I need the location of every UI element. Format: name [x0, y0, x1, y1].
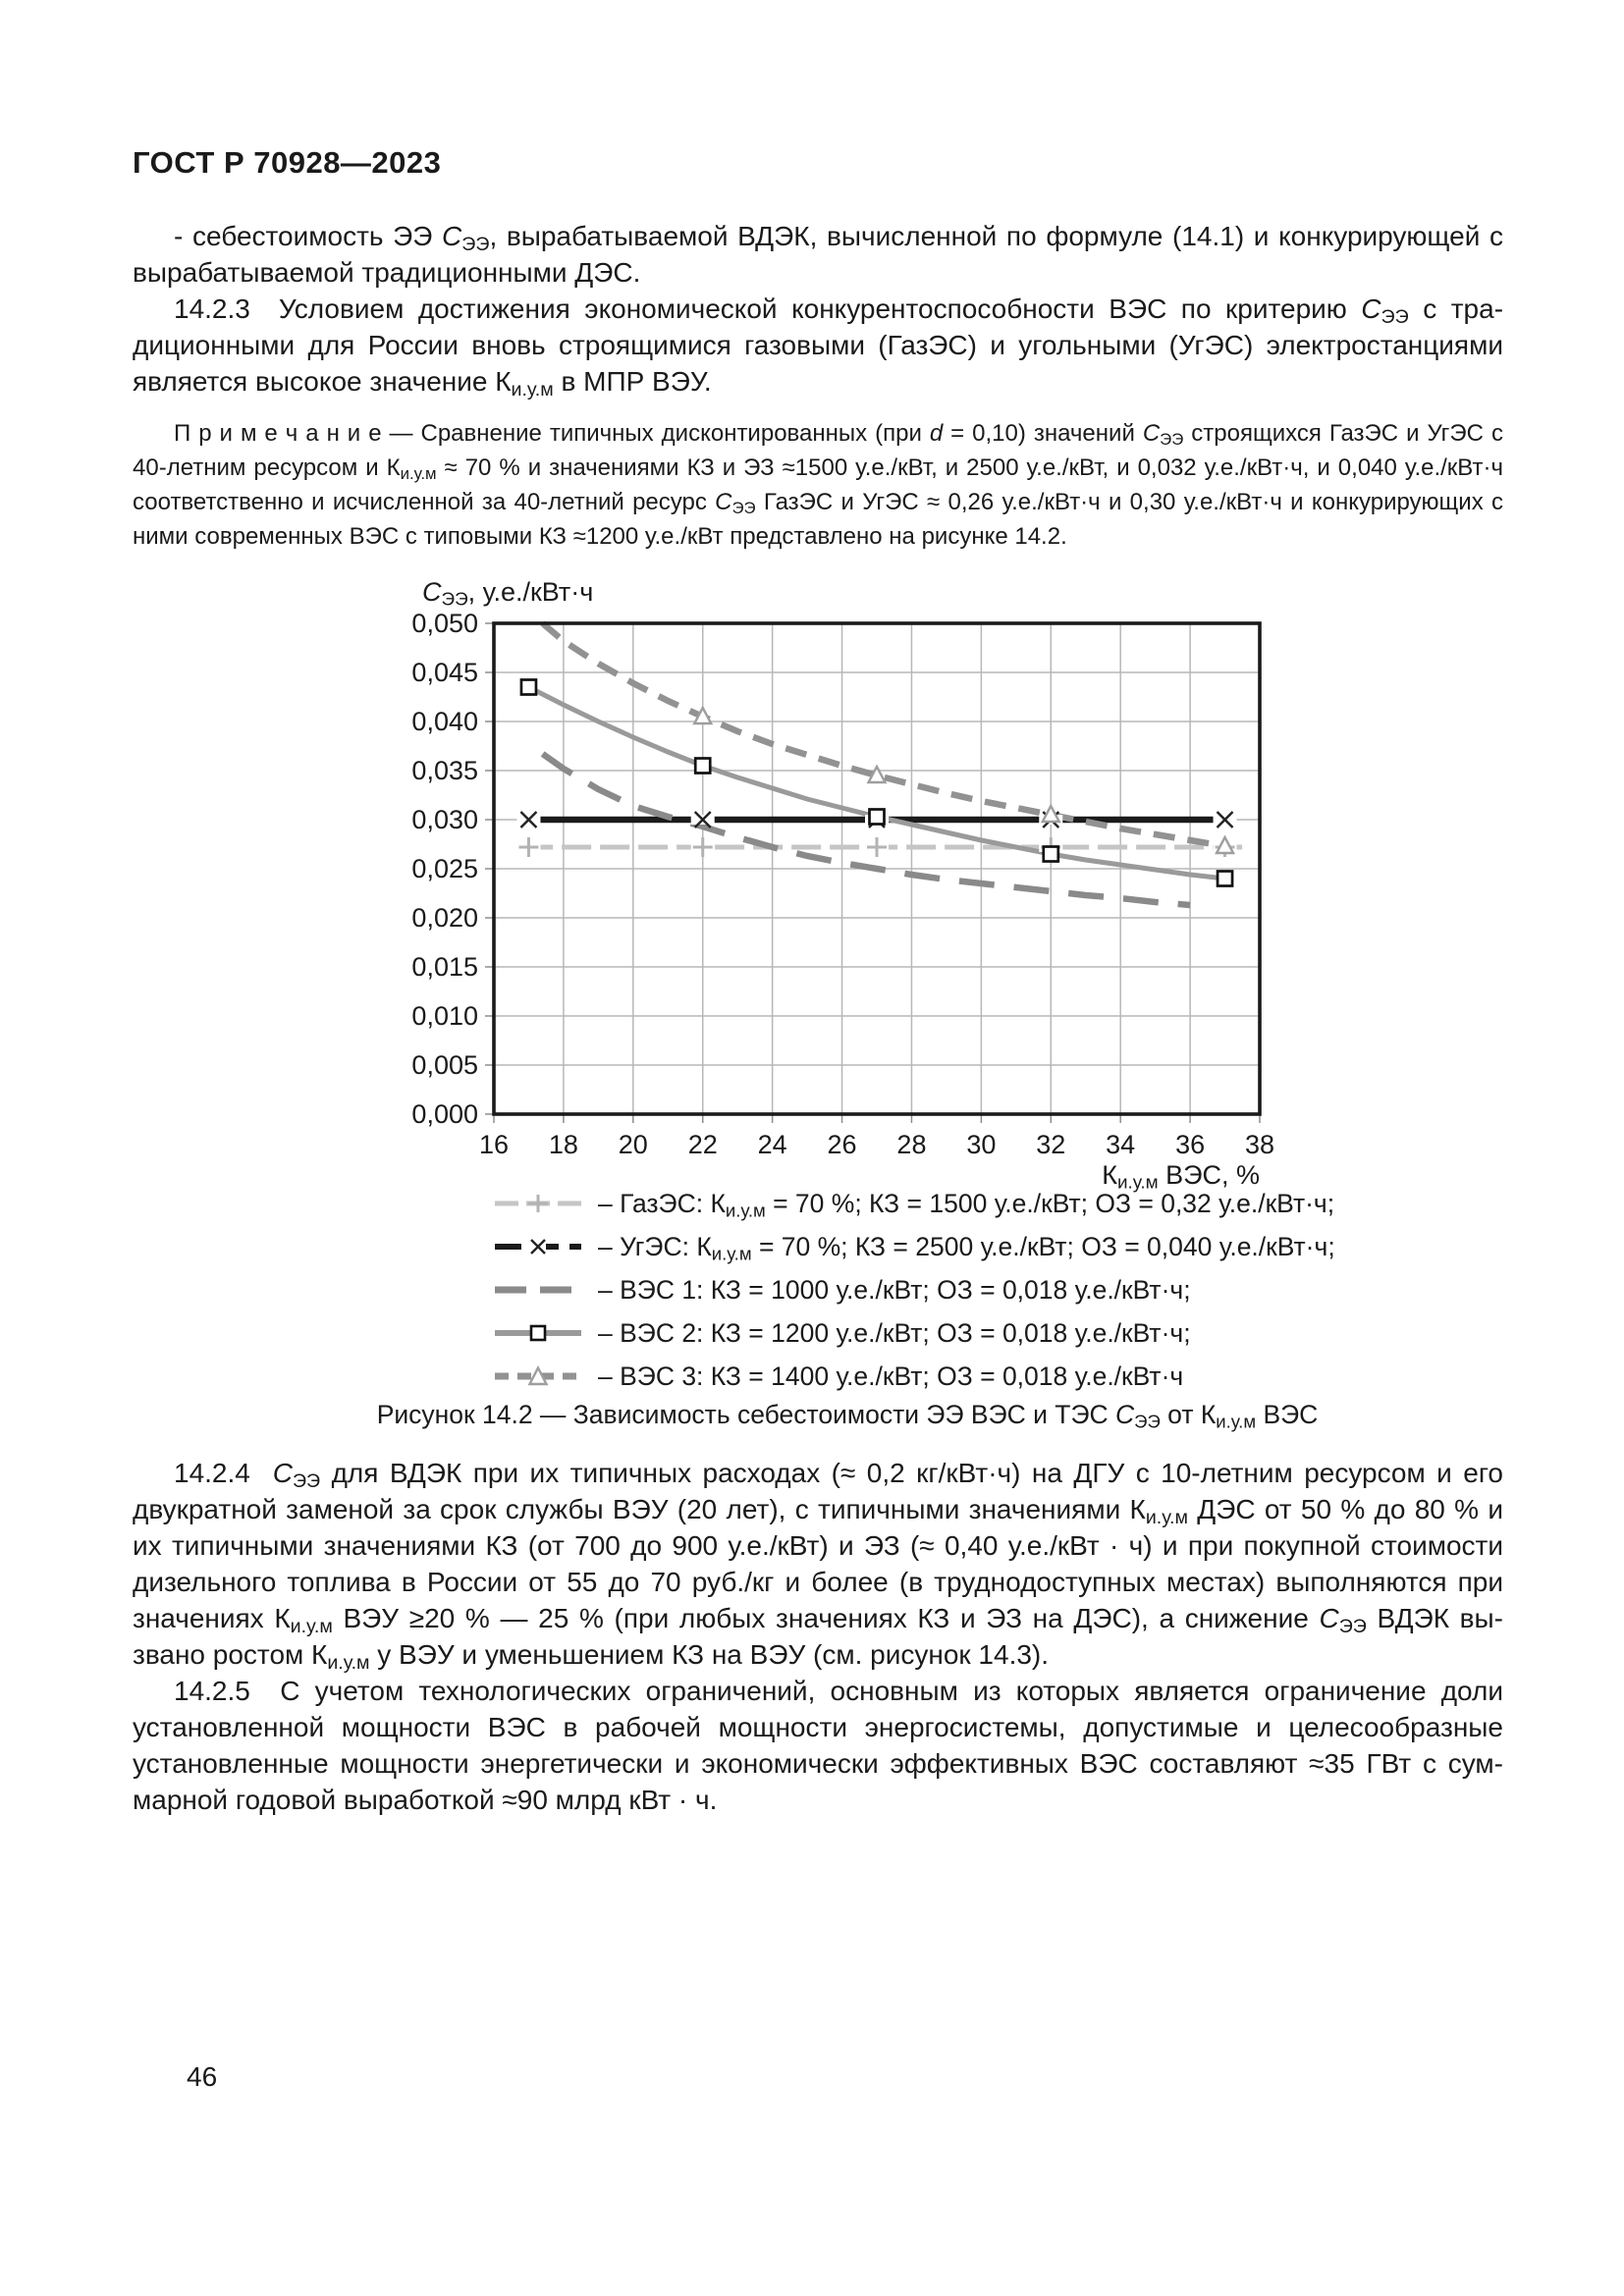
svg-text:0,030: 0,030 — [411, 805, 478, 834]
paragraph-14-2-5: 14.2.5 С учетом технологических ограничений, основным из которых является ограничение доли установленной мощности ВЭС в рабочей мощности энергосистемы, допустимые и целесообразные установленные мощности энергетически и экономически эффективных ВЭС составляют ≈35 ГВт с суммарной годовой выработкой ≈90 млрд кВт · ч. — [133, 1676, 1503, 1815]
legend-gazes-line-icon — [493, 1193, 583, 1214]
svg-text:18: 18 — [548, 1130, 578, 1159]
svg-text:26: 26 — [827, 1130, 857, 1159]
svg-text:22: 22 — [687, 1130, 718, 1159]
paragraph-14-2-3: 14.2.3 Условием достижения экономической конкурентоспособности ВЭС по критерию $С_{ЭЭ}$ с традиционными для России вновь строящимися газовыми (ГазЭС) и угольными (УгЭС) электростанциями является высокое значение $К_{и.у.м}$ в МПР ВЭУ. — [133, 294, 1504, 400]
legend-uges-line-icon — [493, 1236, 583, 1257]
svg-text:0,000: 0,000 — [411, 1099, 478, 1129]
paragraph-cost-item: - себестоимость ЭЭ $С_{ЭЭ}$, вырабатываемой ВДЭК, вычисленной по формуле (14.1) и конкурирующей с вырабатываемой традиционными ДЭС. — [133, 221, 1503, 288]
svg-text:0,025: 0,025 — [411, 854, 478, 883]
svg-text:16: 16 — [478, 1130, 510, 1159]
svg-text:36: 36 — [1175, 1130, 1206, 1159]
svg-text:0,045: 0,045 — [411, 658, 478, 687]
legend-item-gazes — [493, 1182, 1335, 1225]
line-chart — [361, 564, 1304, 1163]
legend-item-uges — [493, 1225, 1335, 1268]
section-14-2-4-and-5 — [133, 1455, 1503, 1818]
legend-ves1-line-icon — [493, 1279, 583, 1301]
legend-item-ves2 — [493, 1311, 1335, 1355]
page-number: 46 — [187, 2061, 218, 2092]
legend-label: – ВЭС 2: КЗ = 1200 у.е./кВт; ОЗ = 0,018 у.е./кВт·ч; — [598, 1317, 1191, 1348]
svg-text:0,020: 0,020 — [411, 903, 478, 933]
legend-label: – ГазЭС: $К_{и.у.м} = 70$ %; КЗ = 1500 у.е./кВт; ОЗ = 0,32 у.е./кВт·ч; — [598, 1188, 1335, 1221]
legend-label: – ВЭС 1: КЗ = 1000 у.е./кВт; ОЗ = 0,018 у.е./кВт·ч; — [598, 1274, 1191, 1305]
svg-text:0,010: 0,010 — [411, 1001, 478, 1031]
svg-text:28: 28 — [896, 1130, 927, 1159]
legend-item-ves1 — [493, 1268, 1335, 1311]
svg-text:0,040: 0,040 — [411, 707, 478, 736]
svg-text:24: 24 — [757, 1130, 787, 1159]
svg-text:0,035: 0,035 — [411, 756, 478, 785]
legend-ves3-line-icon — [493, 1365, 583, 1387]
chart-y-axis-title: $С_{ЭЭ}$, у.е./кВт·ч — [422, 577, 594, 611]
note-paragraph: П р и м е ч а н и е — Сравнение типичных дисконтированных (при d = 0,10) значений $С_{ЭЭ}$ строящихся ГазЭС и УгЭС с 40-летним ресурсом и $К_{и.у.м} \approx 70$ % и значениями КЗ и ЭЗ ≈1500 у.е./кВт, и 2500 у.е./кВт, и 0,032 у.е./кВт·ч, и 0,040 у.е./кВт·ч соответственно и исчисленной за 40-летний ресурс $С_{ЭЭ}$ ГазЭС и УгЭС ≈ 0,26 у.е./кВт·ч и 0,30 у.е./кВт·ч и конкурирующих с ними современных ВЭС с типовыми КЗ ≈1200 у.е./кВт представлено на рисунке 14.2. — [133, 420, 1504, 550]
legend-ves2-line-icon — [493, 1322, 583, 1344]
svg-text:20: 20 — [618, 1130, 648, 1159]
svg-text:32: 32 — [1036, 1130, 1066, 1159]
svg-text:34: 34 — [1106, 1130, 1136, 1159]
legend-label: – ВЭС 3: КЗ = 1400 у.е./кВт; ОЗ = 0,018 у.е./кВт·ч — [598, 1361, 1184, 1391]
svg-text:30: 30 — [966, 1130, 997, 1159]
svg-text:0,005: 0,005 — [411, 1050, 478, 1080]
figure-caption: Рисунок 14.2 — Зависимость себестоимости ЭЭ ВЭС и ТЭС $С_{ЭЭ}$ от $К_{и.у.м}$ ВЭС — [376, 1400, 1319, 1432]
chart-legend — [493, 1182, 1335, 1398]
document-header: ГОСТ Р 70928—2023 — [133, 145, 442, 180]
legend-item-ves3 — [493, 1355, 1335, 1398]
chart-x-axis-title: $К_{и.у.м}$ ВЭС, % — [1102, 1160, 1260, 1194]
svg-text:0,050: 0,050 — [411, 609, 478, 638]
legend-label: – УгЭС: $К_{и.у.м} = 70$ %; КЗ = 2500 у.е./кВт; ОЗ = 0,040 у.е./кВт·ч; — [598, 1231, 1335, 1264]
paragraph-14-2-4: 14.2.4 $С_{ЭЭ}$ для ВДЭК при их типичных расходах (≈ 0,2 кг/кВт·ч) на ДГУ с 10-летним ресурсом и его двукратной заменой за срок службы ВЭУ (20 лет), с типичными значениями $К_{и.у.м}$ ДЭС от 50 % до 80 % и их типичными значениями КЗ (от 700 до 900 у.е./кВт) и ЭЗ (≈ 0,40 у.е./кВт · ч) и при покупной стоимости дизельного топлива в России от 55 до 70 руб./кг и более (в труднодоступных местах) выполняются при значениях $К_{и.у.м}$ ВЭУ ≥20 % — 25 % (при любых значениях КЗ и ЭЗ на ДЭС), а снижение $С_{ЭЭ}$ ВДЭК вызвано ростом $К_{и.у.м}$ у ВЭУ и уменьшением КЗ на ВЭУ (см. рисунок 14.3). — [133, 1458, 1504, 1674]
figure-14-2 — [361, 564, 1304, 1202]
svg-text:38: 38 — [1244, 1130, 1275, 1159]
svg-text:0,015: 0,015 — [411, 952, 478, 982]
